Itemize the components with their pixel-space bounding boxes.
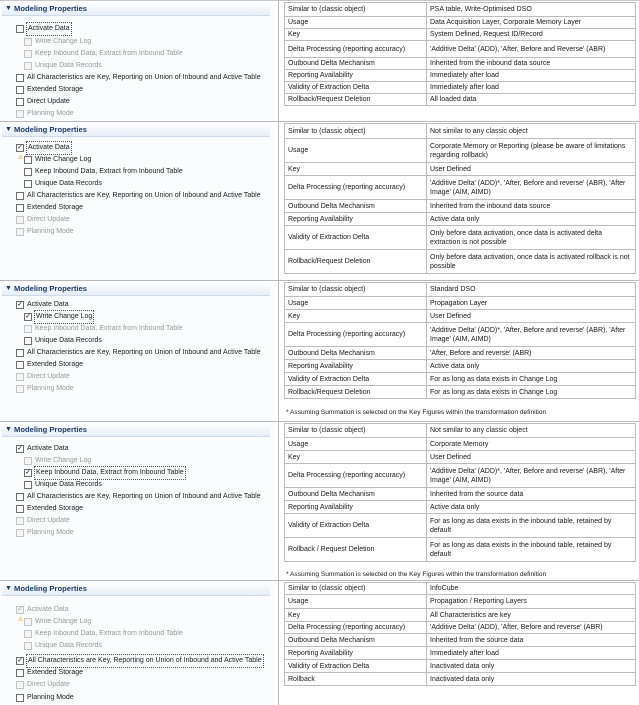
table-row xyxy=(285,297,636,310)
checkbox-label: Keep Inbound Data, Extract from Inbound Table xyxy=(35,467,185,479)
checkbox-label: Keep Inbound Data, Extract from Inbound Table xyxy=(35,50,183,57)
footnote: * Assuming Summation is selected on the Key Figures within the transformation definition xyxy=(286,571,547,578)
checkbox-label: Extended Storage xyxy=(27,669,84,676)
property-value: User Defined xyxy=(427,163,636,176)
property-name: Usage xyxy=(285,17,427,29)
checkbox xyxy=(24,457,32,465)
checkbox[interactable]: ✓ xyxy=(17,301,23,308)
property-value: Immediately after load xyxy=(427,82,636,94)
property-name: Outbound Delta Mechanism xyxy=(285,200,427,213)
checkbox xyxy=(16,681,24,689)
property-name: Rollback/Request Deletion xyxy=(285,94,427,106)
checkbox-label: Direct Update xyxy=(27,681,70,688)
property-value: Only before data activation, once data is activated rollback is not possible xyxy=(427,250,636,274)
collapse-triangle-icon[interactable]: ▼ xyxy=(5,5,12,12)
property-value: Inherited from the source data xyxy=(427,634,636,647)
modeling-properties-section xyxy=(0,422,279,580)
property-value: 'Additive Delta' (ADD)*, 'After, Before and reverse' (ABR), 'After Image' (AIM, AIMD) xyxy=(427,176,636,200)
warning-icon: ⚠ xyxy=(18,155,24,161)
table-row xyxy=(285,647,636,660)
checkbox[interactable] xyxy=(16,669,24,677)
property-value: Corporate Memory xyxy=(427,438,636,451)
modeling-properties-section xyxy=(0,281,279,421)
property-name: Outbound Delta Mechanism xyxy=(285,58,427,70)
checkbox-label: Keep Inbound Data, Extract from Inbound Table xyxy=(35,630,183,637)
property-name: Outbound Delta Mechanism xyxy=(285,347,427,360)
table-row xyxy=(285,163,636,176)
property-name: Delta Processing (reporting accuracy) xyxy=(285,464,427,488)
table-row xyxy=(285,514,636,538)
property-value: Inherited from the source data xyxy=(427,488,636,501)
section-header-label: Modeling Properties xyxy=(14,584,87,593)
checkbox-label: Unique Data Records xyxy=(35,62,102,69)
property-value: Active data only xyxy=(427,501,636,514)
checkbox[interactable] xyxy=(16,86,24,94)
checkbox[interactable] xyxy=(16,361,24,369)
checkbox[interactable] xyxy=(24,481,32,489)
checkbox xyxy=(24,642,32,650)
property-name: Similar to (classic object) xyxy=(285,583,427,595)
table-row xyxy=(285,213,636,226)
table-row xyxy=(285,283,636,297)
table-row xyxy=(285,347,636,360)
property-value: User Defined xyxy=(427,451,636,464)
table-row xyxy=(285,176,636,200)
property-name: Validity of Extraction Delta xyxy=(285,226,427,250)
table-row xyxy=(285,226,636,250)
checkbox xyxy=(16,517,24,525)
properties-table xyxy=(284,423,636,562)
table-row xyxy=(285,583,636,595)
property-value: Active data only xyxy=(427,360,636,373)
table-row xyxy=(285,70,636,82)
properties-table xyxy=(284,582,636,686)
property-value: System Defined, Request ID/Record xyxy=(427,29,636,41)
property-value: Not similar to any classic object xyxy=(427,124,636,139)
checkbox xyxy=(24,50,32,58)
property-name: Delta Processing (reporting accuracy) xyxy=(285,176,427,200)
checkbox xyxy=(24,325,32,333)
table-row xyxy=(285,200,636,213)
panel-1 xyxy=(0,1,639,122)
checkbox-label: Keep Inbound Data, Extract from Inbound Table xyxy=(35,168,183,175)
checkbox[interactable] xyxy=(24,337,32,345)
checkbox-label: Planning Mode xyxy=(27,529,74,536)
checkbox[interactable] xyxy=(16,349,24,357)
table-row xyxy=(285,595,636,609)
property-name: Delta Processing (reporting accuracy) xyxy=(285,622,427,634)
checkbox xyxy=(24,630,32,638)
property-value: Propagation / Reporting Layers xyxy=(427,595,636,609)
property-value: Propagation Layer xyxy=(427,297,636,310)
section-header[interactable] xyxy=(2,423,270,437)
property-name: Similar to (classic object) xyxy=(285,283,427,297)
checkbox-label: Activate Data xyxy=(27,301,69,308)
checkbox-label: Write Change Log xyxy=(35,311,93,323)
checkbox[interactable]: ✓ xyxy=(25,313,31,320)
property-name: Usage xyxy=(285,438,427,451)
section-header[interactable] xyxy=(2,123,270,137)
checkbox-label: Unique Data Records xyxy=(35,481,102,488)
modeling-properties-section xyxy=(0,122,279,280)
modeling-properties-section xyxy=(0,581,279,705)
checkbox-label: Write Change Log xyxy=(35,156,92,163)
checkbox[interactable] xyxy=(16,74,24,82)
checkbox[interactable] xyxy=(16,98,24,106)
property-name: Rollback/Request Deletion xyxy=(285,250,427,274)
property-name: Key xyxy=(285,310,427,323)
checkbox xyxy=(24,38,32,46)
property-value: Immediately after load xyxy=(427,647,636,660)
checkbox xyxy=(16,110,24,118)
section-header-label: Modeling Properties xyxy=(14,4,87,13)
checkbox-label: All Characteristics are Key, Reporting on Union of Inbound and Active Table xyxy=(27,192,261,199)
property-name: Key xyxy=(285,29,427,41)
property-value: Inactivated data only xyxy=(427,673,636,686)
checkbox-label: Planning Mode xyxy=(27,694,74,701)
table-row xyxy=(285,673,636,686)
property-value: 'Additive Delta' (ADD), 'After, Before and reverse' (ABR) xyxy=(427,622,636,634)
table-row xyxy=(285,310,636,323)
collapse-triangle-icon[interactable]: ▼ xyxy=(5,285,12,292)
property-name: Key xyxy=(285,163,427,176)
table-row xyxy=(285,139,636,163)
checkbox-label: Write Change Log xyxy=(35,457,92,464)
table-row xyxy=(285,464,636,488)
property-name: Reporting Availability xyxy=(285,647,427,660)
property-value: For as long as data exists in Change Log xyxy=(427,386,636,399)
checkbox xyxy=(24,618,32,626)
collapse-triangle-icon[interactable]: ▼ xyxy=(5,585,12,592)
table-row xyxy=(285,501,636,514)
checkbox[interactable] xyxy=(16,493,24,501)
property-name: Similar to (classic object) xyxy=(285,3,427,17)
checkbox[interactable] xyxy=(16,25,24,33)
table-row xyxy=(285,360,636,373)
collapse-triangle-icon[interactable]: ▼ xyxy=(5,426,12,433)
table-row xyxy=(285,488,636,501)
property-name: Delta Processing (reporting accuracy) xyxy=(285,323,427,347)
table-row xyxy=(285,124,636,139)
property-value: Not similar to any classic object xyxy=(427,424,636,438)
property-value: InfoCube xyxy=(427,583,636,595)
checkbox-label: Planning Mode xyxy=(27,110,74,117)
property-name: Usage xyxy=(285,595,427,609)
checkbox xyxy=(16,228,24,236)
checkbox xyxy=(24,62,32,70)
table-row xyxy=(285,660,636,673)
checkbox-label: Write Change Log xyxy=(35,38,92,45)
table-row xyxy=(285,17,636,29)
property-name: Key xyxy=(285,609,427,622)
checkbox-label: Activate Data xyxy=(27,23,71,35)
table-row xyxy=(285,29,636,41)
checkbox xyxy=(16,529,24,537)
property-name: Key xyxy=(285,451,427,464)
checkbox-label: Activate Data xyxy=(27,606,69,613)
property-value: Data Acquisition Layer, Corporate Memory Layer xyxy=(427,17,636,29)
property-value: User Defined xyxy=(427,310,636,323)
table-row xyxy=(285,438,636,451)
table-row xyxy=(285,451,636,464)
property-name: Delta Processing (reporting accuracy) xyxy=(285,41,427,58)
checkbox-label: Keep Inbound Data, Extract from Inbound Table xyxy=(35,325,183,332)
table-row xyxy=(285,323,636,347)
panel-4 xyxy=(0,422,639,581)
checkbox xyxy=(16,373,24,381)
checkbox[interactable] xyxy=(16,192,24,200)
property-name: Similar to (classic object) xyxy=(285,424,427,438)
table-row xyxy=(285,82,636,94)
property-name: Validity of Extraction Delta xyxy=(285,373,427,386)
checkbox-label: Planning Mode xyxy=(27,228,74,235)
checkbox-label: Extended Storage xyxy=(27,86,84,93)
checkbox[interactable] xyxy=(24,168,32,176)
section-header-label: Modeling Properties xyxy=(14,125,87,134)
table-row xyxy=(285,250,636,274)
warning-icon: ⚠ xyxy=(18,617,24,623)
property-name: Reporting Availability xyxy=(285,360,427,373)
table-row xyxy=(285,634,636,647)
checkbox[interactable]: ✓ xyxy=(17,144,23,151)
table-row xyxy=(285,3,636,17)
properties-table xyxy=(284,123,636,274)
checkbox[interactable]: ✓ xyxy=(17,657,23,664)
checkbox[interactable] xyxy=(16,694,24,702)
checkbox xyxy=(16,216,24,224)
panel-3 xyxy=(0,281,639,422)
section-header[interactable] xyxy=(2,582,270,596)
table-row xyxy=(285,41,636,58)
checkbox-label: All Characteristics are Key, Reporting on Union of Inbound and Active Table xyxy=(27,74,261,81)
table-row xyxy=(285,622,636,634)
property-name: Rollback / Request Deletion xyxy=(285,538,427,562)
property-value: All loaded data xyxy=(427,94,636,106)
checkbox[interactable]: ✓ xyxy=(25,469,31,476)
checkbox xyxy=(16,385,24,393)
modeling-properties-section xyxy=(0,1,279,121)
table-row xyxy=(285,94,636,106)
table-row xyxy=(285,609,636,622)
property-name: Reporting Availability xyxy=(285,70,427,82)
collapse-triangle-icon[interactable]: ▼ xyxy=(5,126,12,133)
property-value: 'Additive Delta' (ADD), 'After, Before and Reverse' (ABR) xyxy=(427,41,636,58)
checkbox[interactable] xyxy=(16,505,24,513)
property-value: 'Additive Delta' (ADD)*, 'After, Before and reverse' (ABR), 'After Image' (AIM, AIMD) xyxy=(427,323,636,347)
checkbox-label: All Characteristics are Key, Reporting on Union of Inbound and Active Table xyxy=(27,349,261,356)
checkbox-label: Direct Update xyxy=(27,373,70,380)
property-name: Outbound Delta Mechanism xyxy=(285,488,427,501)
checkbox-label: Extended Storage xyxy=(27,505,84,512)
checkbox-label: Direct Update xyxy=(27,216,70,223)
checkbox-label: Planning Mode xyxy=(27,385,74,392)
checkbox-label: Activate Data xyxy=(27,142,71,154)
section-header[interactable] xyxy=(2,2,270,16)
property-value: 'Additive Delta' (ADD)*, 'After, Before and reverse' (ABR), 'After Image' (AIM, AIMD) xyxy=(427,464,636,488)
table-row xyxy=(285,58,636,70)
property-name: Validity of Extraction Delta xyxy=(285,82,427,94)
property-value: Immediately after load xyxy=(427,70,636,82)
property-name: Rollback xyxy=(285,673,427,686)
property-value: Corporate Memory or Reporting (please be aware of limitations regarding rollback) xyxy=(427,139,636,163)
footnote: * Assuming Summation is selected on the Key Figures within the transformation definition xyxy=(286,409,547,416)
section-header-label: Modeling Properties xyxy=(14,425,87,434)
properties-table xyxy=(284,282,636,399)
checkbox: ✓ xyxy=(17,606,23,613)
property-name: Reporting Availability xyxy=(285,213,427,226)
panel-5 xyxy=(0,581,639,705)
table-row xyxy=(285,386,636,399)
checkbox-label: Extended Storage xyxy=(27,361,84,368)
property-value: Inactivated data only xyxy=(427,660,636,673)
checkbox-label: Extended Storage xyxy=(27,204,84,211)
property-value: For as long as data exists in Change Log xyxy=(427,373,636,386)
property-value: Inherited from the inbound data source xyxy=(427,58,636,70)
property-name: Similar to (classic object) xyxy=(285,124,427,139)
checkbox-label: Unique Data Records xyxy=(35,642,102,649)
panel-2 xyxy=(0,122,639,281)
property-value: 'After, Before and reverse' (ABR) xyxy=(427,347,636,360)
table-row xyxy=(285,538,636,562)
section-header[interactable] xyxy=(2,282,270,296)
property-value: Only before data activation, once data is activated delta extraction is not possible xyxy=(427,226,636,250)
property-value: Active data only xyxy=(427,213,636,226)
checkbox-label: All Characteristics are Key, Reporting on Union of Inbound and Active Table xyxy=(27,655,263,667)
checkbox-label: Direct Update xyxy=(27,98,70,105)
table-row xyxy=(285,424,636,438)
checkbox-label: Unique Data Records xyxy=(35,180,102,187)
property-value: For as long as data exists in the inbound table, retained by default xyxy=(427,538,636,562)
checkbox[interactable] xyxy=(24,180,32,188)
property-value: For as long as data exists in the inbound table, retained by default xyxy=(427,514,636,538)
property-value: Inherited from the inbound data source xyxy=(427,200,636,213)
property-value: Standard DSO xyxy=(427,283,636,297)
property-name: Usage xyxy=(285,297,427,310)
checkbox[interactable] xyxy=(16,204,24,212)
property-value: All Characteristics are key xyxy=(427,609,636,622)
property-name: Reporting Availability xyxy=(285,501,427,514)
checkbox-label: Direct Update xyxy=(27,517,70,524)
property-name: Outbound Delta Mechanism xyxy=(285,634,427,647)
checkbox-label: All Characteristics are Key, Reporting on Union of Inbound and Active Table xyxy=(27,493,261,500)
section-header-label: Modeling Properties xyxy=(14,284,87,293)
table-row xyxy=(285,373,636,386)
checkbox-label: Unique Data Records xyxy=(35,337,102,344)
checkbox-label: Activate Data xyxy=(27,445,69,452)
property-name: Rollback/Request Deletion xyxy=(285,386,427,399)
property-value: PSA table, Write-Optimised DSO xyxy=(427,3,636,17)
checkbox[interactable]: ✓ xyxy=(17,445,23,452)
checkbox-label: Write Change Log xyxy=(35,618,92,625)
properties-table xyxy=(284,2,636,106)
property-name: Usage xyxy=(285,139,427,163)
property-name: Validity of Extraction Delta xyxy=(285,660,427,673)
property-name: Validity of Extraction Delta xyxy=(285,514,427,538)
checkbox[interactable] xyxy=(24,156,32,164)
